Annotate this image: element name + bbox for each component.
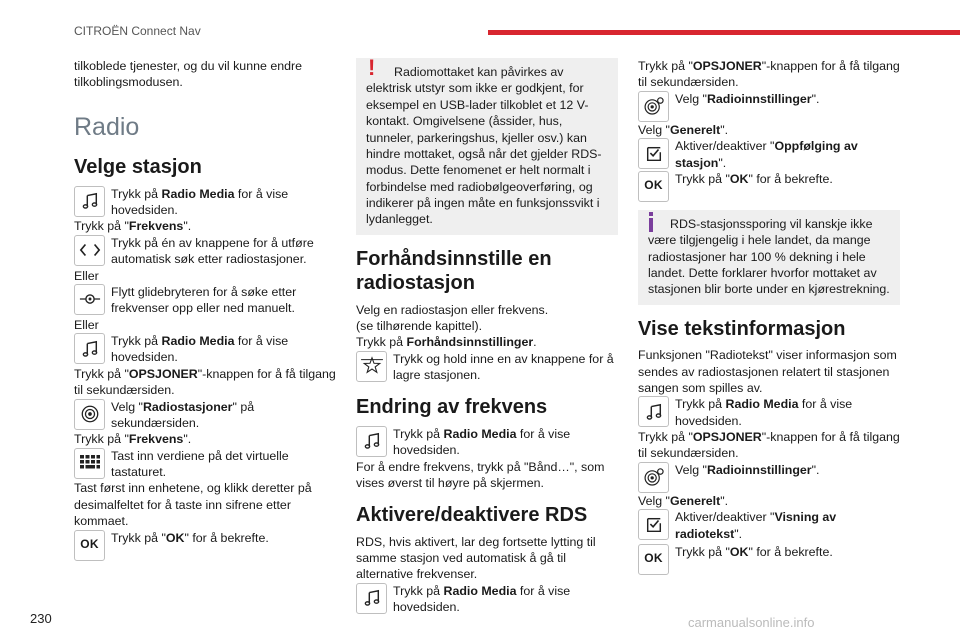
- music-note-icon: [74, 186, 105, 217]
- step-station-follow: [638, 138, 900, 171]
- step-text: Velg "Radioinnstillinger".: [675, 91, 820, 106]
- star-hand-icon: [356, 351, 387, 382]
- heading-preset-station: Forhåndsinnstille en radiostasjon: [356, 247, 552, 295]
- step-text: Trykk på Radio Media for å vise hovedsiden.: [111, 186, 289, 218]
- music-note-icon: [356, 426, 387, 457]
- step-text: Trykk på én av knappene for å utføre automatisk søk etter radiostasjoner.: [111, 235, 314, 267]
- line-general: Velg "Generelt".: [638, 122, 729, 137]
- line-frequency: Trykk på "Frekvens".: [74, 219, 192, 234]
- paragraph: Funksjonen "Radiotekst" viser informasjon som sendes av radiostasjonen relatert til stasjonen sangen som spilles av.: [638, 348, 897, 395]
- page-number: 230: [30, 611, 52, 626]
- step-text: Trykk på "OK" for å bekrefte.: [675, 544, 833, 559]
- step-ok: [638, 171, 900, 202]
- chevron-left-right-icon: [74, 235, 105, 266]
- step-text: Tast inn verdiene på det virtuelle tastaturet.: [111, 448, 289, 480]
- radio-settings-icon: [638, 91, 669, 122]
- checkbox-icon: [638, 138, 669, 169]
- step-radiotext: [638, 509, 900, 542]
- slider-icon: [74, 284, 105, 315]
- heading-select-station: Velge stasjon: [74, 156, 202, 179]
- heading-rds: Aktivere/deaktivere RDS: [356, 504, 588, 527]
- step-text: Velg "Radioinnstillinger".: [675, 462, 820, 477]
- step-text: Trykk på Radio Media for å vise hovedsiden.: [393, 426, 571, 458]
- header-accent-bar: [488, 30, 960, 35]
- music-note-icon: [74, 333, 105, 364]
- step-text: Trykk og hold inne en av knappene for å lagre stasjonen.: [393, 351, 614, 383]
- step-radio-settings-2: [638, 462, 900, 493]
- line-options: Trykk på "OPSJONER"-knappen for å få tilgang til sekundærsiden.: [74, 366, 336, 398]
- column-1: [74, 58, 336, 561]
- step-radio-media-2: [356, 583, 618, 616]
- column-2: [356, 55, 618, 616]
- line-general-2: Velg "Generelt".: [638, 493, 729, 508]
- ok-button-icon: OK: [638, 171, 669, 202]
- line-options-2: Trykk på "OPSJONER"-knappen for å få tilgang til sekundærsiden.: [638, 430, 900, 461]
- warning-box: [356, 55, 618, 235]
- music-note-icon: [356, 583, 387, 614]
- step-text: Trykk på Radio Media for å vise hovedsiden.: [111, 334, 289, 365]
- step-ok-2: [638, 544, 900, 575]
- header-title: CITROËN Connect Nav: [74, 24, 201, 38]
- column-3: [638, 58, 900, 575]
- ok-button-icon: OK: [638, 544, 669, 575]
- step-hold-preset: [356, 351, 618, 384]
- step-ok: [74, 530, 336, 561]
- warning-text: Radiomottaket kan påvirkes av elektrisk utstyr som ikke er godkjent, for eksempel en USB-lader tilkoblet et 12 V-kontakt. Omgivelsene (åssider, hus, tunneler, parkeringshus, kjeller osv.) kan hindre mottaket, også når det gjelder RDS-modus. Dette fenomenet er helt normalt i forbindelse med radiobølgeoverføring, og indikerer på ingen måte en funksjonssvikt i lydanlegget.: [366, 65, 602, 227]
- intro-text: tilkoblede tjenester, og du vil kunne endre tilkoblingsmodusen.: [74, 59, 303, 90]
- step-text: Trykk på "OK" for å bekrefte.: [111, 530, 269, 545]
- step-text: Aktiver/deaktiver "Visning av radiotekst".: [675, 510, 837, 541]
- checkbox-icon: [638, 509, 669, 540]
- step-text: Trykk på Radio Media for å vise hovedsiden.: [393, 583, 571, 615]
- line-keyboard-instructions: Tast først inn enhetene, og klikk deretter på desimalfeltet for å taste inn sifrene etter kommaet.: [74, 481, 312, 529]
- step-text: Trykk på "OK" for å bekrefte.: [675, 171, 833, 186]
- line-frequency-2: Trykk på "Frekvens".: [74, 432, 192, 447]
- broadcast-icon: [74, 399, 105, 430]
- step-radio-settings: [638, 91, 900, 122]
- step-radio-media-2: [74, 333, 336, 366]
- step-radio-stations: [74, 399, 336, 432]
- section-title-radio: Radio: [74, 112, 140, 141]
- warning-exclamation-icon: !: [368, 55, 376, 80]
- step-text: Velg "Radiostasjoner" på sekundærsiden.: [111, 399, 255, 430]
- step-slider: [74, 284, 336, 317]
- step-text: Trykk på Radio Media for å vise hovedsiden.: [675, 397, 853, 428]
- step-auto-search: [74, 235, 336, 268]
- heading-text-info: Vise tekstinformasjon: [638, 317, 846, 340]
- paragraph: (se tilhørende kapittel).: [356, 318, 483, 333]
- step-keyboard: [74, 448, 336, 481]
- line-or: Eller: [74, 268, 99, 283]
- step-text: Aktiver/deaktiver "Oppfølging av stasjon".: [675, 139, 858, 170]
- line-or: Eller: [74, 317, 99, 332]
- music-note-icon: [638, 396, 669, 427]
- keyboard-icon: [74, 448, 105, 479]
- paragraph: Velg en radiostasjon eller frekvens.: [356, 302, 549, 317]
- watermark: carmanualsonline.info: [688, 615, 815, 630]
- step-text: Flytt glidebryteren for å søke etter frekvenser opp eller ned manuelt.: [111, 284, 297, 316]
- paragraph-presets: Trykk på Forhåndsinnstillinger.: [356, 335, 537, 350]
- ok-button-icon: OK: [74, 530, 105, 561]
- step-radio-media: [74, 186, 336, 219]
- heading-change-frequency: Endring av frekvens: [356, 396, 548, 419]
- paragraph: For å endre frekvens, trykk på "Bånd…", som vises øverst til høyre på skjermen.: [356, 459, 605, 490]
- radio-settings-icon: [638, 462, 669, 493]
- paragraph: RDS, hvis aktivert, lar deg fortsette lytting til samme stasjon ved automatisk å gå til alternative frekvenser.: [356, 534, 596, 582]
- info-box: [638, 210, 900, 305]
- line-options: Trykk på "OPSJONER"-knappen for å få tilgang til sekundærsiden.: [638, 59, 900, 90]
- info-icon: [649, 212, 653, 232]
- step-radio-media: [356, 426, 618, 459]
- step-radio-media: [638, 396, 900, 429]
- info-text: RDS-stasjonssporing vil kanskje ikke være tilgjengelig i hele landet, da mange radiostasjoner har 100 % dekning i hele landet. Dette forklarer hvorfor mottaket av stasjonen blir borte under en kjørestrekning.: [648, 216, 890, 297]
